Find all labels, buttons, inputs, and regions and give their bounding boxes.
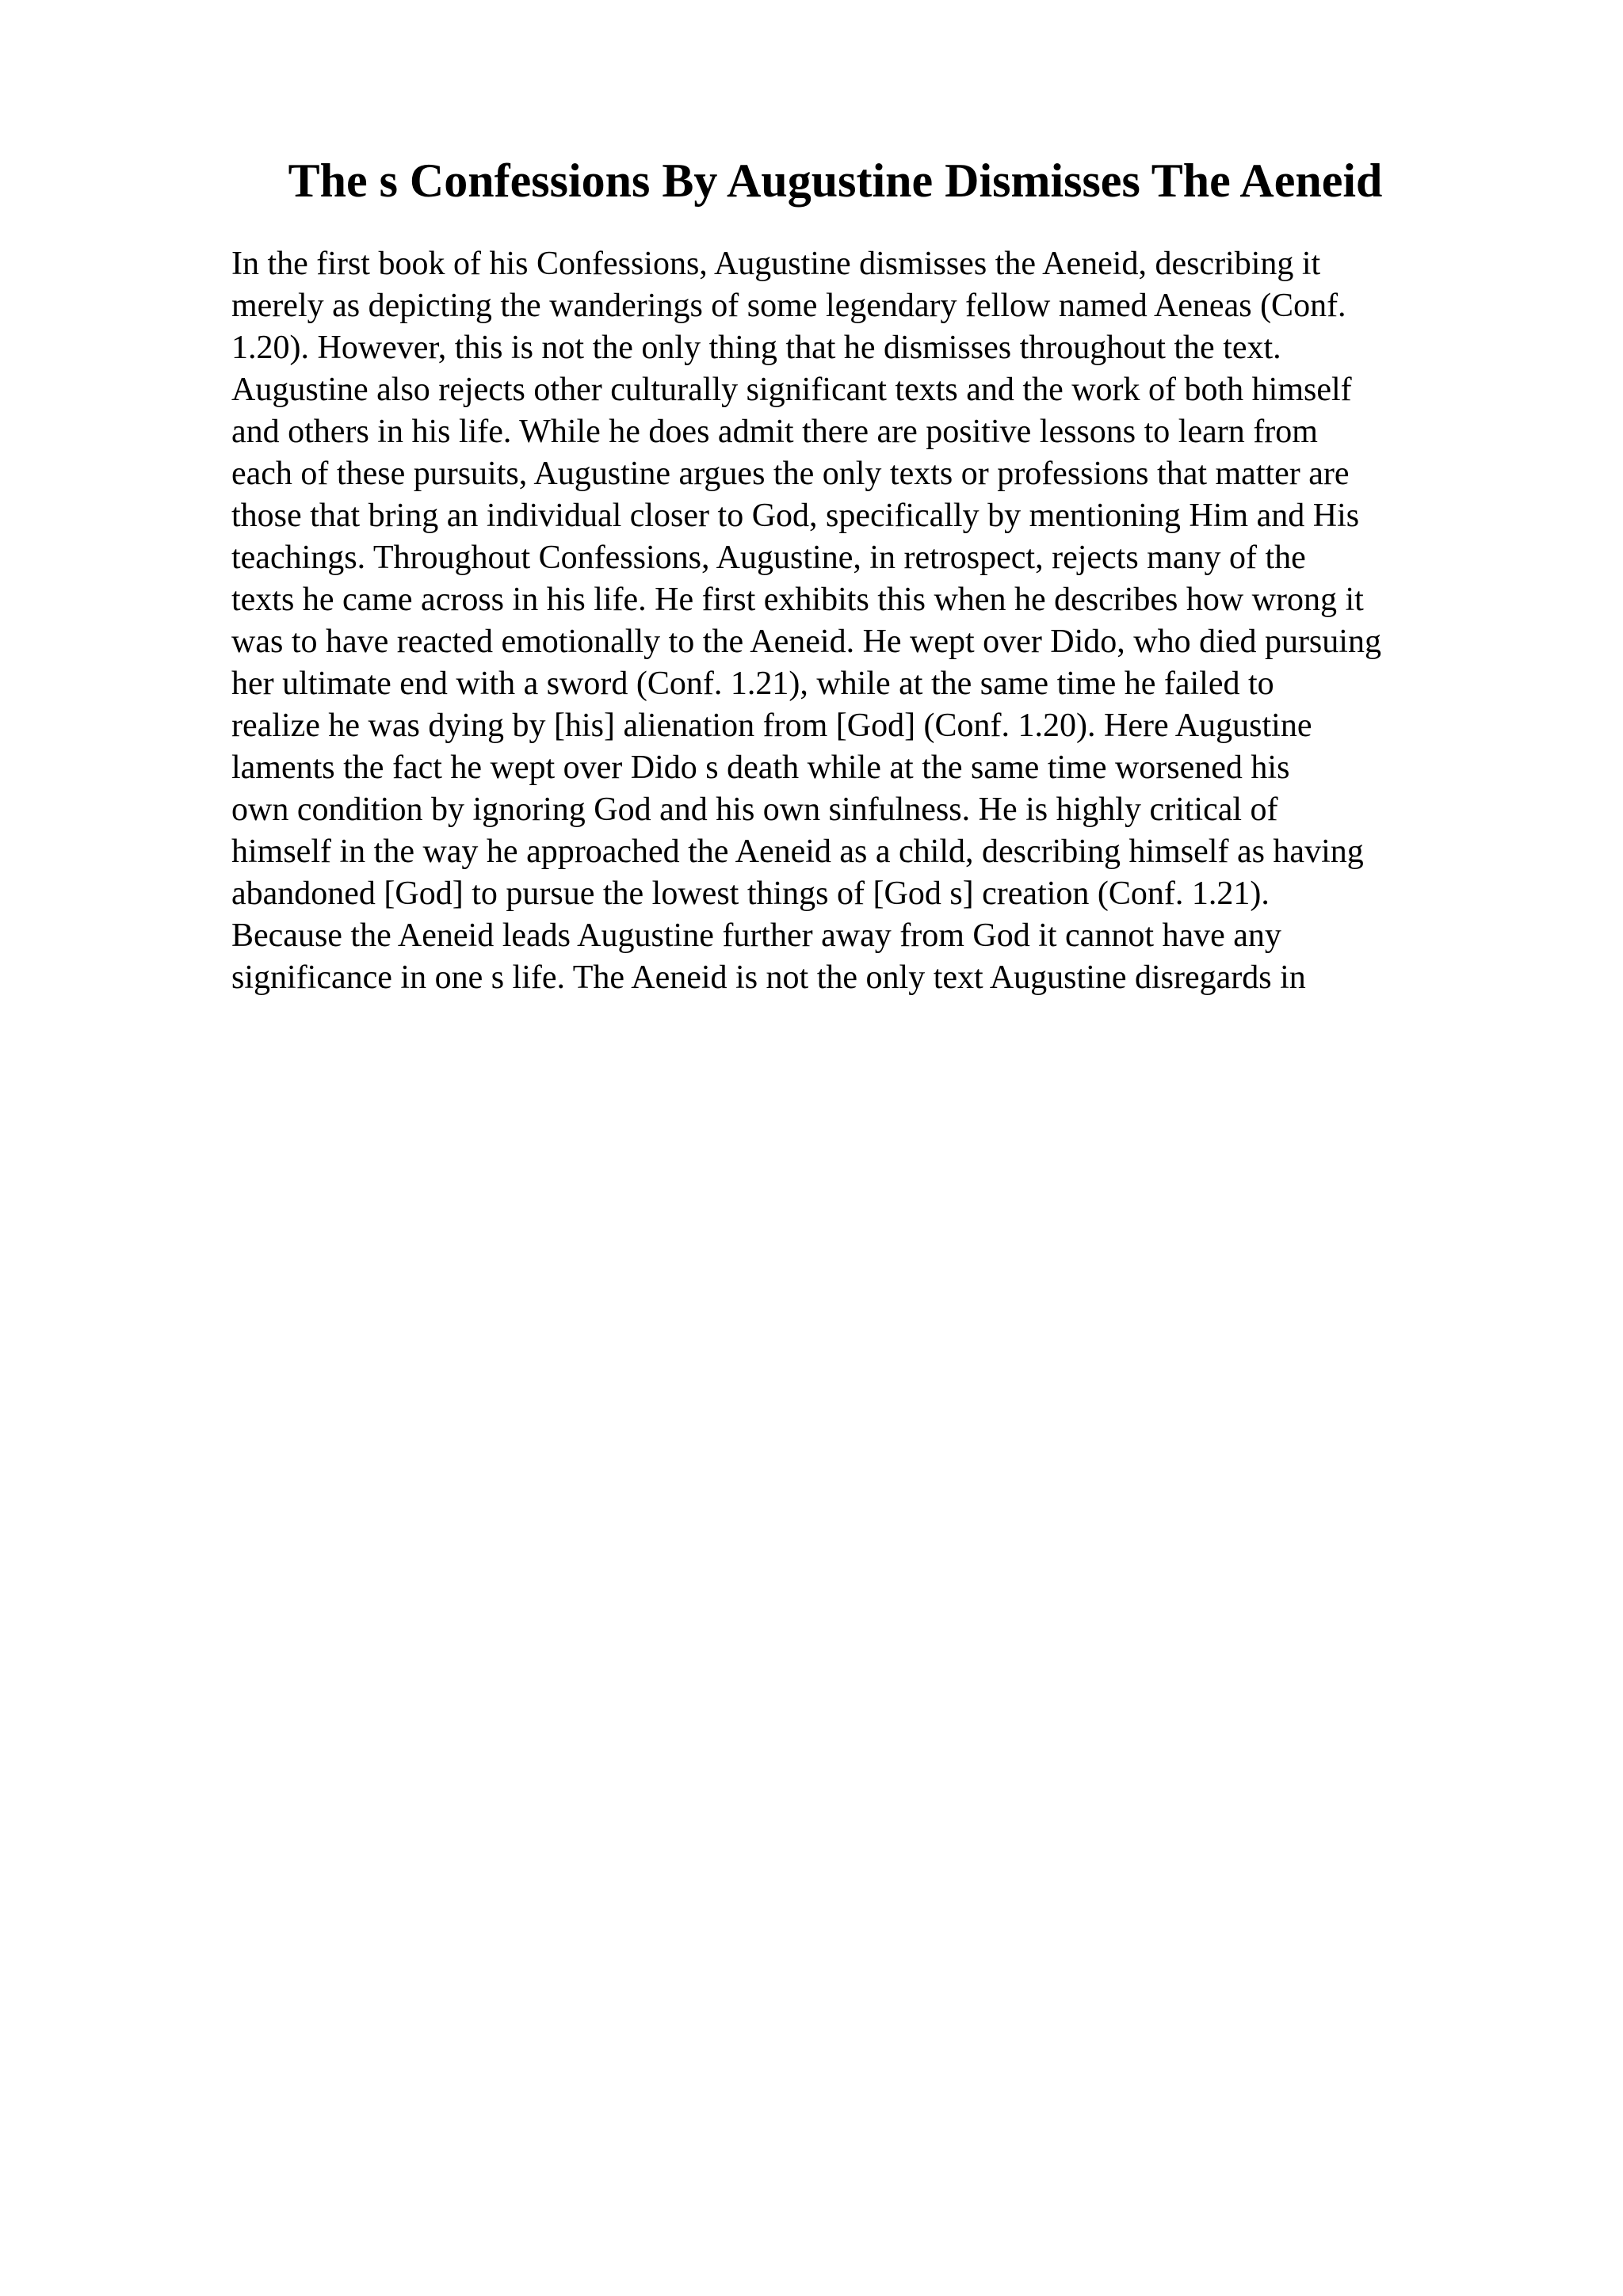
text-line: her ultimate end with a sword (Conf. 1.21), while at the same time he failed to: [231, 666, 1274, 702]
text-line: teachings. Throughout Confessions, Augustine, in retrospect, rejects many of the: [231, 540, 1306, 576]
text-line: Augustine also rejects other culturally significant texts and the work of both himself: [231, 372, 1352, 408]
text-line: himself in the way he approached the Aeneid as a child, describing himself as having: [231, 833, 1364, 870]
text-line: those that bring an individual closer to God, specifically by mentioning Him and His: [231, 498, 1360, 534]
text-line: merely as depicting the wanderings of some legendary fellow named Aeneas (Conf.: [231, 288, 1346, 324]
text-line: texts he came across in his life. He first exhibits this when he describes how wrong it: [231, 582, 1364, 618]
text-line: 1.20). However, this is not the only thing that he dismisses throughout the text.: [231, 330, 1281, 366]
text-line: laments the fact he wept over Dido s death while at the same time worsened his: [231, 749, 1290, 786]
text-line: Because the Aeneid leads Augustine further away from God it cannot have any: [231, 917, 1281, 954]
text-line: was to have reacted emotionally to the Aeneid. He wept over Dido, who died pursuing: [231, 624, 1381, 660]
text-line: own condition by ignoring God and his own sinfulness. He is highly critical of: [231, 791, 1278, 828]
text-line: realize he was dying by [his] alienation from [God] (Conf. 1.20). Here Augustine: [231, 707, 1312, 744]
document-title: The s Confessions By Augustine Dismisses The Aeneid: [288, 154, 1383, 207]
text-line: In the first book of his Confessions, Augustine dismisses the Aeneid, describing it: [231, 246, 1321, 282]
text-line: and others in his life. While he does admit there are positive lessons to learn from: [231, 414, 1318, 450]
body-paragraph: [231, 243, 1515, 999]
text-line: each of these pursuits, Augustine argues the only texts or professions that matter are: [231, 456, 1350, 492]
text-line: abandoned [God] to pursue the lowest things of [God s] creation (Conf. 1.21).: [231, 875, 1270, 912]
text-line: significance in one s life. The Aeneid is not the only text Augustine disregards in: [231, 959, 1306, 996]
